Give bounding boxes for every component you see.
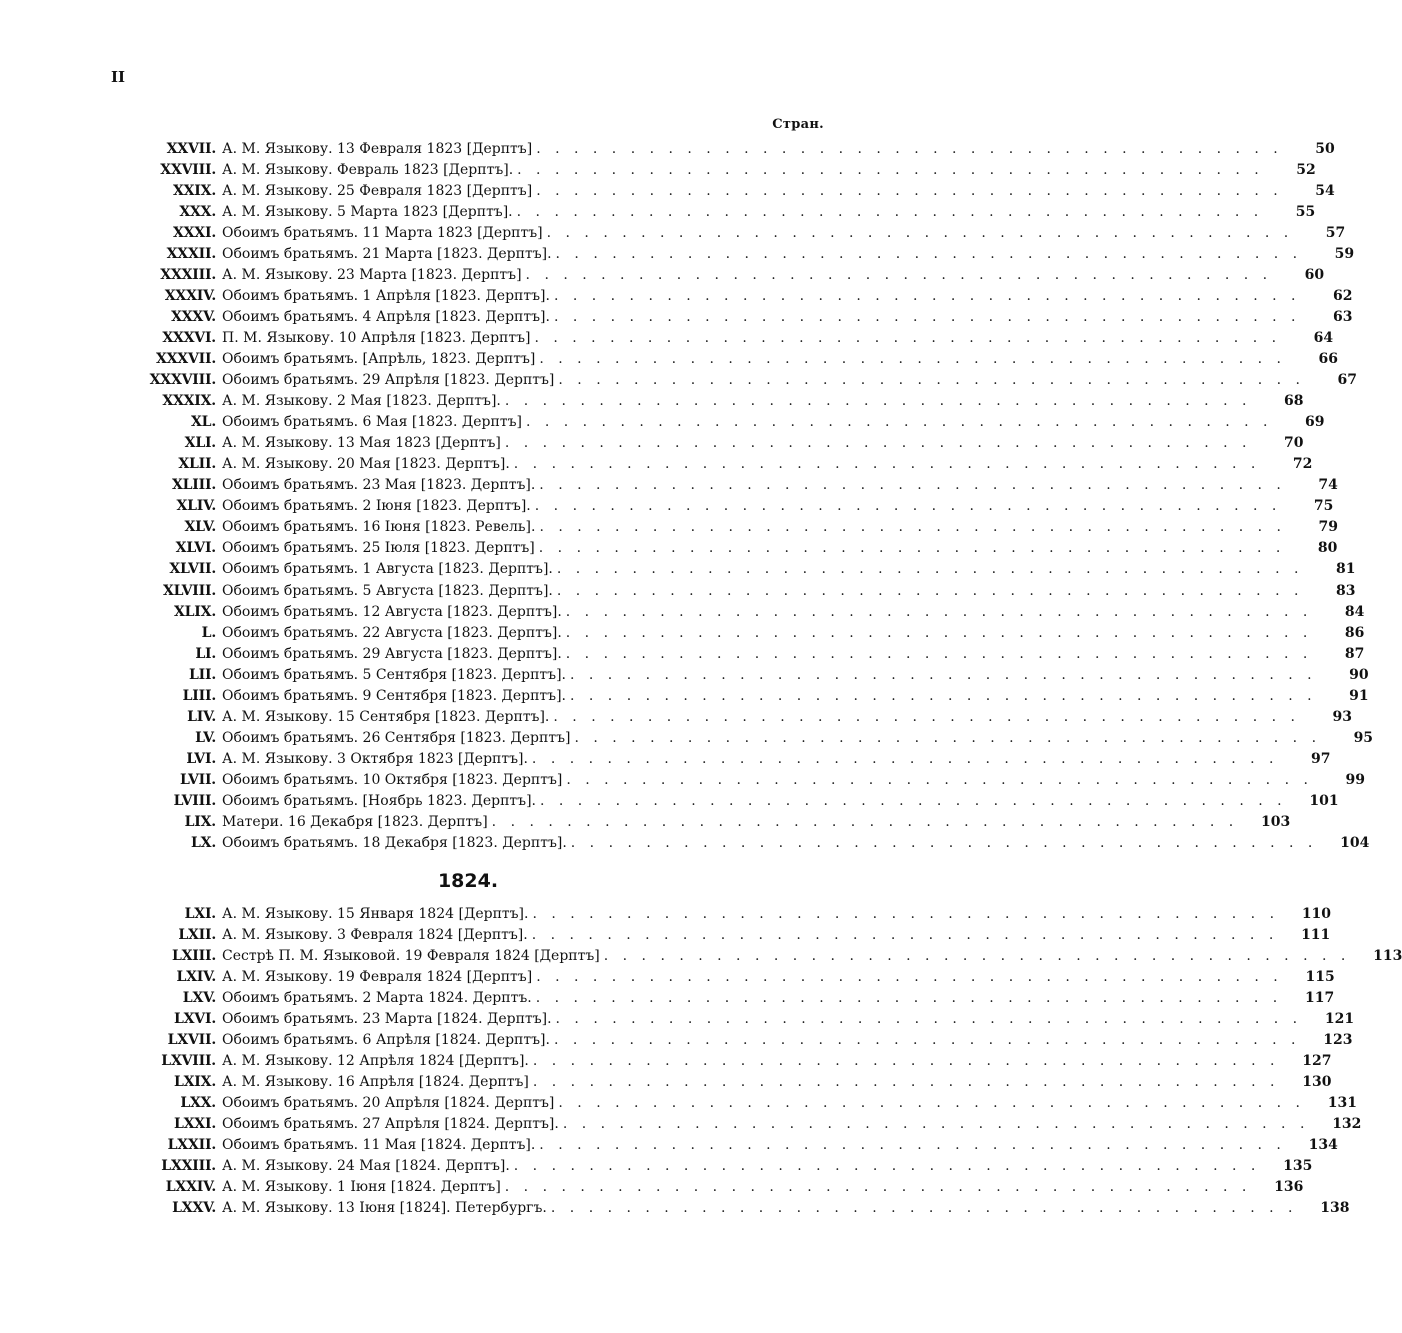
toc-entry xyxy=(138,243,1355,264)
entry-title: Обоимъ братьямъ. 29 Августа [1823. Дерптъ]. xyxy=(222,645,562,662)
entry-title: Обоимъ братьямъ. 1 Апрѣля [1823. Дерптъ]. xyxy=(222,287,550,304)
entry-title: Обоимъ братьямъ. 12 Августа [1823. Дерптъ]. xyxy=(222,603,562,620)
entry-title: Обоимъ братьямъ. 2 Марта 1824. Дерптъ. xyxy=(222,989,532,1006)
entry-page-number: 69 xyxy=(1305,414,1325,431)
entry-number: LX. xyxy=(191,835,216,852)
entry-number: XXXII. xyxy=(166,245,216,262)
entry-number: LXX. xyxy=(180,1094,216,1111)
entry-number: XXVIII. xyxy=(160,161,216,178)
dot-leader: . . . . . . . . . . . . . . . . . . . . . . . . . . . . . . . . . . . . . . . . xyxy=(565,603,1313,620)
dot-leader: . . . . . . . . . . . . . . . . . . . . . . . . . . . . . . . . . . . . . . . . xyxy=(603,947,1351,964)
page-number: II xyxy=(111,68,126,86)
toc-entry xyxy=(138,622,1365,643)
dot-leader: . . . . . . . . . . . . . . . . . . . . . . . . . . . . . . . . . . . . . . . . xyxy=(540,792,1287,809)
toc-entry xyxy=(138,327,1334,348)
dot-leader: . . . . . . . . . . . . . . . . . . . . . . . . . . . . . . . . . . . . . . . . xyxy=(570,687,1317,704)
entry-title: Обоимъ братьямъ. 29 Апрѣля [1823. Дерптъ] xyxy=(222,372,555,389)
entry-title: Обоимъ братьямъ. 11 Мая [1824. Дерптъ]. xyxy=(222,1137,536,1154)
toc-entry xyxy=(138,180,1335,201)
entry-title: А. М. Языкову. 25 Февраля 1823 [Дерптъ] xyxy=(222,182,533,199)
page-column-heading: Стран. xyxy=(772,117,824,132)
toc-entry xyxy=(138,559,1356,580)
entry-title: А. М. Языкову. 1 Іюня [1824. Дерптъ] xyxy=(222,1179,501,1196)
entry-title: А. М. Языкову. 20 Мая [1823. Дерптъ]. xyxy=(222,456,510,473)
entry-number: LXXIV. xyxy=(165,1179,216,1196)
dot-leader: . . . . . . . . . . . . . . . . . . . . . . . . . . . . . . . . . . . . . . . . xyxy=(535,989,1283,1006)
entry-page-number: 136 xyxy=(1274,1179,1304,1196)
entry-title: Обоимъ братьямъ. 20 Апрѣля [1824. Дерптъ] xyxy=(222,1094,555,1111)
dot-leader: . . . . . . . . . . . . . . . . . . . . . . . . . . . . . . . . . . . . . . . . xyxy=(558,372,1305,389)
entry-title: Обоимъ братьямъ. 18 Декабря [1823. Дерптъ]. xyxy=(222,835,567,852)
dot-leader: . . . . . . . . . . . . . . . . . . . . . . . . . . . . . . . . . . . . . . . . xyxy=(555,245,1303,262)
toc-entry xyxy=(138,790,1339,811)
dot-leader: . . . . . . . . . . . . . . . . . . . . . . . . . . . . . . . . . . . . . . . . xyxy=(566,771,1313,788)
dot-leader: . . . . . . . . . . . . . . . . . . . . . . . . . . . . . . . . . . . . . . . . xyxy=(565,624,1313,641)
entry-title: А. М. Языкову. 19 Февраля 1824 [Дерптъ] xyxy=(222,968,533,985)
entry-number: LXXIII. xyxy=(161,1158,216,1175)
entry-title: Обоимъ братьямъ. 11 Марта 1823 [Дерптъ] xyxy=(222,224,543,241)
dot-leader: . . . . . . . . . . . . . . . . . . . . . . . . . . . . . . . . . . . . . . . . xyxy=(516,203,1264,220)
entry-number: LIX. xyxy=(184,814,216,831)
toc-entry xyxy=(138,264,1325,285)
entry-number: XLIX. xyxy=(174,603,216,620)
entry-page-number: 130 xyxy=(1302,1073,1332,1090)
entry-number: XXXV. xyxy=(171,308,216,325)
toc-entry xyxy=(138,285,1353,306)
dot-leader: . . . . . . . . . . . . . . . . . . . . . . . . . . . . . . . . . . . . . . . . xyxy=(556,561,1304,578)
entry-page-number: 75 xyxy=(1313,498,1334,515)
toc-entry xyxy=(138,306,1353,327)
toc-entry xyxy=(138,475,1338,496)
entry-number: XLII. xyxy=(178,456,216,473)
entry-title: Обоимъ братьямъ. 22 Августа [1823. Дерптъ]. xyxy=(222,624,562,641)
dot-leader: . . . . . . . . . . . . . . . . . . . . . . . . . . . . . . . . . . . . . . . . xyxy=(553,708,1300,725)
toc-entry xyxy=(138,1156,1313,1177)
toc-entry xyxy=(138,1008,1355,1029)
entry-title: Обоимъ братьямъ. 23 Мая [1823. Дерптъ]. xyxy=(222,477,536,494)
entry-title: А. М. Языкову. 3 Февраля 1824 [Дерптъ]. xyxy=(222,926,528,943)
entry-title: А. М. Языкову. 15 Сентября [1823. Дерптъ]. xyxy=(222,708,550,725)
entry-number: LXII. xyxy=(178,926,216,943)
entry-title: Обоимъ братьямъ. 25 Іюля [1823. Дерптъ] xyxy=(222,540,535,557)
dot-leader: . . . . . . . . . . . . . . . . . . . . . . . . . . . . . . . . . . . . . . . . xyxy=(538,540,1286,557)
entry-number: XLVI. xyxy=(175,540,216,557)
dot-leader: . . . . . . . . . . . . . . . . . . . . . . . . . . . . . . . . . . . . . . . . xyxy=(550,1200,1298,1217)
entry-page-number: 97 xyxy=(1311,750,1331,767)
entry-number: LVII. xyxy=(179,771,216,788)
entry-number: LXI. xyxy=(184,905,216,922)
entry-number: LXV. xyxy=(182,989,216,1006)
toc-entry xyxy=(138,601,1365,622)
entry-title: Обоимъ братьямъ. 23 Марта [1824. Дерптъ]. xyxy=(222,1010,552,1027)
entry-number: XLIII. xyxy=(171,477,216,494)
entry-number: XXXVIII. xyxy=(149,372,216,389)
entry-page-number: 101 xyxy=(1309,792,1339,809)
dot-leader: . . . . . . . . . . . . . . . . . . . . . . . . . . . . . . . . . . . . . . . . xyxy=(536,140,1283,157)
toc-entry xyxy=(138,412,1325,433)
entry-title: Обоимъ братьямъ. 21 Марта [1823. Дерптъ]. xyxy=(222,245,552,262)
toc-entry xyxy=(138,706,1352,727)
entry-title: П. М. Языкову. 10 Апрѣля [1823. Дерптъ] xyxy=(222,329,531,346)
entry-page-number: 99 xyxy=(1345,771,1365,788)
entry-page-number: 134 xyxy=(1308,1137,1338,1154)
toc-entry xyxy=(138,833,1370,854)
entry-number: XLVIII. xyxy=(162,582,216,599)
toc-entry xyxy=(138,685,1369,706)
entry-page-number: 84 xyxy=(1344,603,1365,620)
entry-title: Обоимъ братьямъ. [Апрѣль, 1823. Дерптъ] xyxy=(222,350,536,367)
dot-leader: . . . . . . . . . . . . . . . . . . . . . . . . . . . . . . . . . . . . . . . . xyxy=(534,498,1282,515)
entry-title: А. М. Языкову. 3 Октября 1823 [Дерптъ]. xyxy=(222,750,528,767)
dot-leader: . . . . . . . . . . . . . . . . . . . . . . . . . . . . . . . . . . . . . . . . xyxy=(565,645,1313,662)
entry-title: Обоимъ братьямъ. 1 Августа [1823. Дерптъ]. xyxy=(222,561,553,578)
entry-number: LXVIII. xyxy=(161,1052,216,1069)
entry-number: LXXI. xyxy=(174,1115,216,1132)
dot-leader: . . . . . . . . . . . . . . . . . . . . . . . . . . . . . . . . . . . . . . . . xyxy=(532,1073,1280,1090)
entry-page-number: 81 xyxy=(1335,561,1356,578)
entry-title: А. М. Языкову. 16 Апрѣля [1824. Дерптъ] xyxy=(222,1073,529,1090)
toc-entry xyxy=(138,1029,1353,1050)
entry-number: XXXIV. xyxy=(164,287,216,304)
entry-number: XXXVI. xyxy=(162,329,216,346)
dot-leader: . . . . . . . . . . . . . . . . . . . . . . . . . . . . . . . . . . . . . . . . xyxy=(504,1179,1252,1196)
entry-page-number: 67 xyxy=(1337,372,1357,389)
entry-title: Матери. 16 Декабря [1823. Дерптъ] xyxy=(222,814,488,831)
entry-number: LXIV. xyxy=(176,968,216,985)
dot-leader: . . . . . . . . . . . . . . . . . . . . . . . . . . . . . . . . . . . . . . . . xyxy=(556,582,1304,599)
toc-entry xyxy=(138,348,1338,369)
entry-page-number: 87 xyxy=(1344,645,1365,662)
entry-page-number: 103 xyxy=(1261,814,1291,831)
toc-section-1824 xyxy=(138,903,1402,1219)
entry-page-number: 66 xyxy=(1318,350,1338,367)
dot-leader: . . . . . . . . . . . . . . . . . . . . . . . . . . . . . . . . . . . . . . . . xyxy=(504,393,1252,410)
entry-title: А. М. Языкову. 5 Марта 1823 [Дерптъ]. xyxy=(222,203,513,220)
entry-title: Обоимъ братьямъ. 10 Октября [1823. Дерптъ] xyxy=(222,771,563,788)
toc-entry xyxy=(138,496,1334,517)
toc-entry xyxy=(138,748,1331,769)
toc-entry xyxy=(138,664,1369,685)
entry-page-number: 59 xyxy=(1334,245,1355,262)
entry-page-number: 64 xyxy=(1313,329,1334,346)
toc-entry xyxy=(138,454,1313,475)
entry-number: XXX. xyxy=(179,203,216,220)
dot-leader: . . . . . . . . . . . . . . . . . . . . . . . . . . . . . . . . . . . . . . . . xyxy=(558,1094,1305,1111)
entry-title: А. М. Языкову. 13 Іюня [1824]. Петербургъ. xyxy=(222,1200,547,1217)
entry-page-number: 93 xyxy=(1332,708,1352,725)
entry-title: А. М. Языкову. 24 Мая [1824. Дерптъ]. xyxy=(222,1158,510,1175)
entry-title: А. М. Языкову. 13 Февраля 1823 [Дерптъ] xyxy=(222,140,533,157)
toc-entry xyxy=(138,1092,1357,1113)
dot-leader: . . . . . . . . . . . . . . . . . . . . . . . . . . . . . . . . . . . . . . . . xyxy=(536,182,1283,199)
entry-page-number: 95 xyxy=(1353,729,1374,746)
dot-leader: . . . . . . . . . . . . . . . . . . . . . . . . . . . . . . . . . . . . . . . . xyxy=(534,329,1282,346)
entry-page-number: 121 xyxy=(1324,1010,1355,1027)
entry-page-number: 111 xyxy=(1301,926,1331,943)
entry-number: LXVI. xyxy=(174,1010,216,1027)
entry-number: XXXIX. xyxy=(162,393,216,410)
dot-leader: . . . . . . . . . . . . . . . . . . . . . . . . . . . . . . . . . . . . . . . . xyxy=(553,1031,1301,1048)
entry-title: Обоимъ братьямъ. 2 Іюня [1823. Дерптъ]. xyxy=(222,498,531,515)
entry-page-number: 68 xyxy=(1283,393,1304,410)
dot-leader: . . . . . . . . . . . . . . . . . . . . . . . . . . . . . . . . . . . . . . . . xyxy=(513,1158,1261,1175)
toc-entry xyxy=(138,924,1331,945)
entry-page-number: 80 xyxy=(1317,540,1338,557)
dot-leader: . . . . . . . . . . . . . . . . . . . . . . . . . . . . . . . . . . . . . . . . xyxy=(531,926,1279,943)
entry-page-number: 63 xyxy=(1333,308,1353,325)
dot-leader: . . . . . . . . . . . . . . . . . . . . . . . . . . . . . . . . . . . . . . . . xyxy=(513,456,1261,473)
entry-number: LXXV. xyxy=(172,1200,216,1217)
toc-entry xyxy=(138,433,1304,454)
entry-title: А. М. Языкову. Февраль 1823 [Дерптъ]. xyxy=(222,161,514,178)
entry-title: Обоимъ братьямъ. 4 Апрѣля [1823. Дерптъ]. xyxy=(222,308,550,325)
entry-page-number: 74 xyxy=(1318,477,1338,494)
entry-page-number: 127 xyxy=(1302,1052,1332,1069)
toc-entry xyxy=(138,643,1365,664)
entry-title: Обоимъ братьямъ. 5 Сентября [1823. Дерптъ]. xyxy=(222,666,566,683)
entry-page-number: 132 xyxy=(1332,1115,1362,1132)
entry-page-number: 90 xyxy=(1349,666,1369,683)
dot-leader: . . . . . . . . . . . . . . . . . . . . . . . . . . . . . . . . . . . . . . . . xyxy=(553,287,1301,304)
entry-number: XLIV. xyxy=(176,498,216,515)
toc-entry xyxy=(138,138,1335,159)
toc-entry xyxy=(138,1135,1338,1156)
entry-title: Обоимъ братьямъ. 6 Мая [1823. Дерптъ] xyxy=(222,414,522,431)
entry-page-number: 117 xyxy=(1305,989,1335,1006)
entry-page-number: 52 xyxy=(1296,161,1316,178)
dot-leader: . . . . . . . . . . . . . . . . . . . . . . . . . . . . . . . . . . . . . . . . xyxy=(536,968,1283,985)
entry-page-number: 62 xyxy=(1333,287,1353,304)
entry-page-number: 131 xyxy=(1327,1094,1357,1111)
entry-page-number: 104 xyxy=(1340,835,1370,852)
toc-entry xyxy=(138,159,1316,180)
entry-number: XXXIII. xyxy=(160,266,216,283)
entry-title: А. М. Языкову. 15 Января 1824 [Дерптъ]. xyxy=(222,905,529,922)
dot-leader: . . . . . . . . . . . . . . . . . . . . . . . . . . . . . . . . . . . . . . . . xyxy=(562,1115,1310,1132)
dot-leader: . . . . . . . . . . . . . . . . . . . . . . . . . . . . . . . . . . . . . . . . xyxy=(532,1052,1280,1069)
toc-section-1823 xyxy=(138,138,1374,854)
entry-title: А. М. Языкову. 2 Мая [1823. Дерптъ]. xyxy=(222,393,501,410)
entry-page-number: 110 xyxy=(1301,905,1332,922)
entry-number: LXXII. xyxy=(167,1137,216,1154)
dot-leader: . . . . . . . . . . . . . . . . . . . . . . . . . . . . . . . . . . . . . . . . xyxy=(570,666,1317,683)
entry-page-number: 54 xyxy=(1315,182,1335,199)
entry-page-number: 138 xyxy=(1320,1200,1350,1217)
entry-number: LIV. xyxy=(187,708,216,725)
entry-number: XLI. xyxy=(184,435,216,452)
entry-number: XLV. xyxy=(184,519,216,536)
entry-page-number: 70 xyxy=(1283,435,1304,452)
entry-page-number: 55 xyxy=(1295,203,1316,220)
dot-leader: . . . . . . . . . . . . . . . . . . . . . . . . . . . . . . . . . . . . . . . . xyxy=(539,350,1286,367)
entry-page-number: 113 xyxy=(1373,947,1402,964)
toc-entry xyxy=(138,727,1374,748)
dot-leader: . . . . . . . . . . . . . . . . . . . . . . . . . . . . . . . . . . . . . . . . xyxy=(539,1137,1286,1154)
entry-title: Обоимъ братьямъ. 5 Августа [1823. Дерптъ]. xyxy=(222,582,553,599)
year-heading: 1824. xyxy=(437,870,499,892)
entry-number: LV. xyxy=(195,729,216,746)
entry-number: LVIII. xyxy=(173,792,216,809)
toc-entry xyxy=(138,945,1402,966)
entry-page-number: 91 xyxy=(1349,687,1369,704)
entry-title: А. М. Языкову. 23 Марта [1823. Дерптъ] xyxy=(222,266,522,283)
toc-entry xyxy=(138,1050,1332,1071)
entry-page-number: 79 xyxy=(1318,519,1339,536)
entry-number: XL. xyxy=(191,414,216,431)
entry-number: LIII. xyxy=(182,687,216,704)
dot-leader: . . . . . . . . . . . . . . . . . . . . . . . . . . . . . . . . . . . . . . . . xyxy=(525,266,1273,283)
toc-entry xyxy=(138,1071,1332,1092)
entry-number: LVI. xyxy=(186,750,216,767)
dot-leader: . . . . . . . . . . . . . . . . . . . . . . . . . . . . . . . . . . . . . . . . xyxy=(517,161,1264,178)
dot-leader: . . . . . . . . . . . . . . . . . . . . . . . . . . . . . . . . . . . . . . . . xyxy=(539,519,1287,536)
entry-number: XXXI. xyxy=(172,224,216,241)
toc-entry xyxy=(138,370,1357,391)
entry-number: LI. xyxy=(195,645,216,662)
entry-number: LXIII. xyxy=(171,947,216,964)
entry-title: Сестрѣ П. М. Языковой. 19 Февраля 1824 [Дерптъ] xyxy=(222,947,600,964)
dot-leader: . . . . . . . . . . . . . . . . . . . . . . . . . . . . . . . . . . . . . . . . xyxy=(531,750,1279,767)
entry-title: Обоимъ братьямъ. 27 Апрѣля [1824. Дерптъ]. xyxy=(222,1115,559,1132)
dot-leader: . . . . . . . . . . . . . . . . . . . . . . . . . . . . . . . . . . . . . . . . xyxy=(504,435,1252,452)
entry-number: LXVII. xyxy=(167,1031,216,1048)
entry-page-number: 86 xyxy=(1344,624,1365,641)
entry-page-number: 50 xyxy=(1315,140,1335,157)
dot-leader: . . . . . . . . . . . . . . . . . . . . . . . . . . . . . . . . . . . . . . . . xyxy=(532,905,1280,922)
entry-number: XXVII. xyxy=(166,140,216,157)
dot-leader: . . . . . . . . . . . . . . . . . . . . . . . . . . . . . . . . . . . . . . . . xyxy=(525,414,1273,431)
dot-leader: . . . . . . . . . . . . . . . . . . . . . . . . . . . . . . . . . . . . . . . . xyxy=(546,224,1294,241)
entry-number: L. xyxy=(201,624,216,641)
entry-title: Обоимъ братьямъ. 16 Іюня [1823. Ревель]. xyxy=(222,519,536,536)
entry-number: LII. xyxy=(188,666,216,683)
entry-title: Обоимъ братьямъ. 9 Сентября [1823. Дерптъ]. xyxy=(222,687,566,704)
toc-entry xyxy=(138,538,1338,559)
toc-entry xyxy=(138,201,1316,222)
toc-entry xyxy=(138,222,1346,243)
entry-page-number: 115 xyxy=(1305,968,1335,985)
toc-entry xyxy=(138,391,1304,412)
dot-leader: . . . . . . . . . . . . . . . . . . . . . . . . . . . . . . . . . . . . . . . . xyxy=(539,477,1286,494)
entry-number: LXIX. xyxy=(174,1073,216,1090)
toc-entry xyxy=(138,580,1356,601)
entry-title: Обоимъ братьямъ. 6 Апрѣля [1824. Дерптъ]. xyxy=(222,1031,550,1048)
entry-page-number: 60 xyxy=(1304,266,1325,283)
entry-page-number: 57 xyxy=(1325,224,1346,241)
entry-page-number: 135 xyxy=(1283,1158,1313,1175)
toc-entry xyxy=(138,1198,1350,1219)
entry-title: Обоимъ братьямъ. 26 Сентября [1823. Дерптъ] xyxy=(222,729,571,746)
dot-leader: . . . . . . . . . . . . . . . . . . . . . . . . . . . . . . . . . . . . . . . . xyxy=(570,835,1318,852)
entry-number: XXIX. xyxy=(172,182,216,199)
dot-leader: . . . . . . . . . . . . . . . . . . . . . . . . . . . . . . . . . . . . . . . . xyxy=(555,1010,1303,1027)
toc-entry xyxy=(138,987,1335,1008)
toc-entry xyxy=(138,966,1335,987)
entry-page-number: 72 xyxy=(1292,456,1313,473)
entry-title: А. М. Языкову. 13 Мая 1823 [Дерптъ] xyxy=(222,435,501,452)
toc-entry xyxy=(138,903,1332,924)
entry-number: XXXVII. xyxy=(155,350,216,367)
toc-entry xyxy=(138,1113,1362,1134)
toc-entry xyxy=(138,1177,1304,1198)
dot-leader: . . . . . . . . . . . . . . . . . . . . . . . . . . . . . . . . . . . . . . . . xyxy=(553,308,1301,325)
toc-entry xyxy=(138,769,1365,790)
dot-leader: . . . . . . . . . . . . . . . . . . . . . . . . . . . . . . . . . . . . . . . . xyxy=(491,814,1239,831)
entry-page-number: 123 xyxy=(1323,1031,1353,1048)
entry-title: Обоимъ братьямъ. [Ноябрь 1823. Дерптъ]. xyxy=(222,792,536,809)
entry-title: А. М. Языкову. 12 Апрѣля 1824 [Дерптъ]. xyxy=(222,1052,529,1069)
toc-entry xyxy=(138,517,1339,538)
toc-entry xyxy=(138,812,1291,833)
entry-page-number: 83 xyxy=(1335,582,1356,599)
dot-leader: . . . . . . . . . . . . . . . . . . . . . . . . . . . . . . . . . . . . . . . . xyxy=(574,729,1322,746)
entry-number: XLVII. xyxy=(169,561,216,578)
